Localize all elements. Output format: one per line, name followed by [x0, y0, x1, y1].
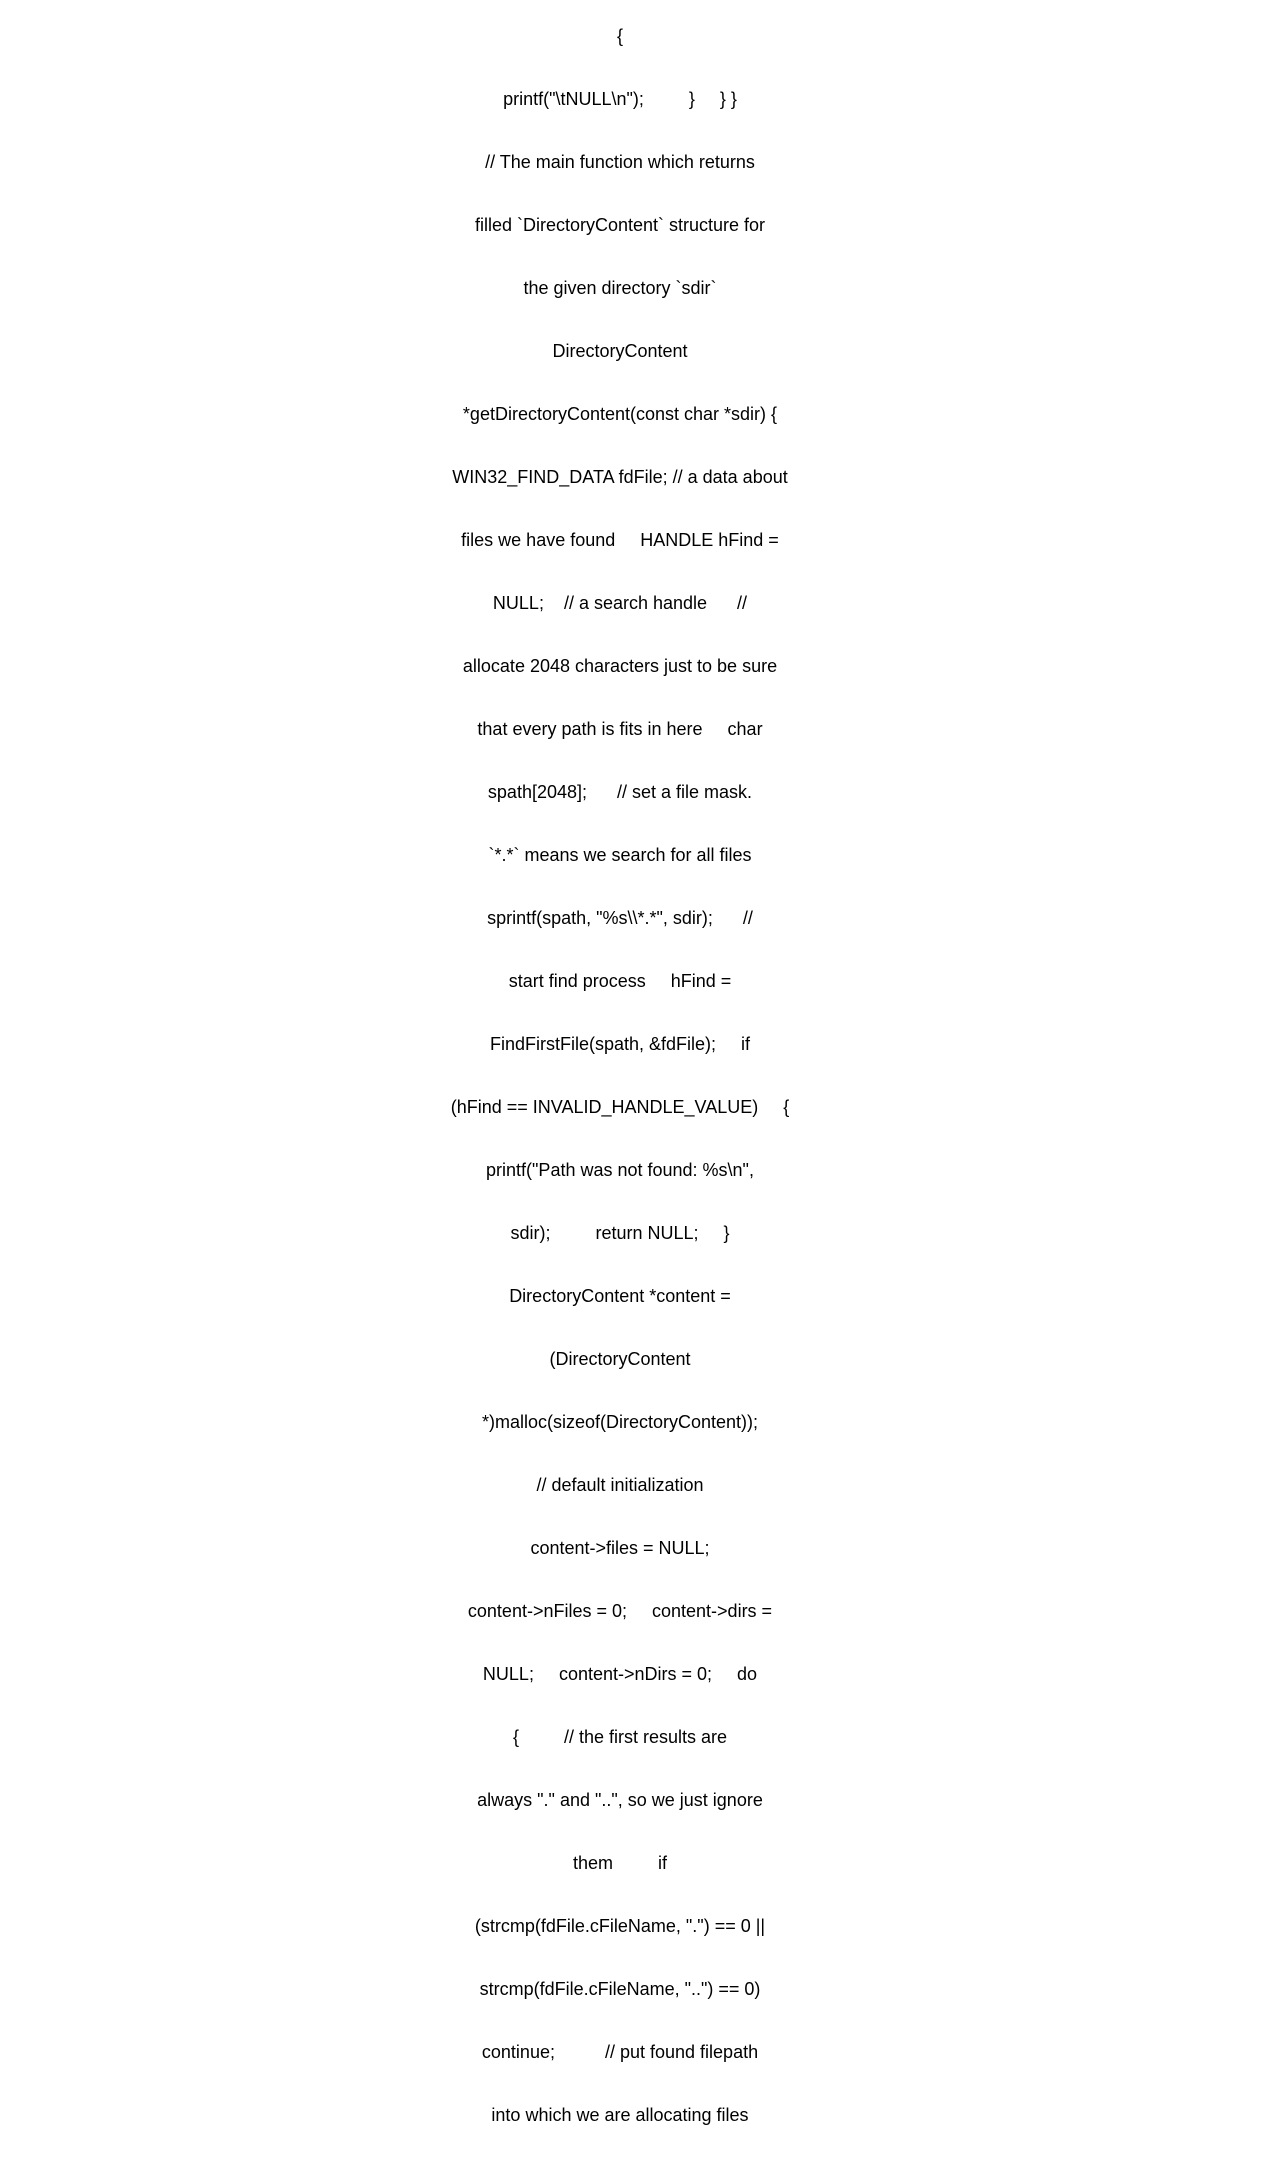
code-line: WIN32_FIND_DATA fdFile; // a data about: [452, 467, 788, 487]
code-line: start find process hFind =: [508, 971, 732, 991]
code-line: printf("Path was not found: %s\n",: [486, 1160, 754, 1180]
code-line: into which we are allocating files: [491, 2105, 749, 2125]
code-line: *getDirectoryContent(const char *sdir) {: [462, 404, 778, 424]
code-text-column: [440, 0, 800, 2168]
code-line: continue; // put found filepath: [481, 2042, 759, 2062]
code-line: content->nFiles = 0; content->dirs =: [467, 1601, 773, 1621]
code-line: (DirectoryContent: [549, 1349, 691, 1369]
code-line: always "." and "..", so we just ignore: [477, 1790, 763, 1810]
code-line: them if: [572, 1853, 668, 1873]
code-line: NULL; content->nDirs = 0; do: [482, 1664, 758, 1684]
code-line: // The main function which returns: [485, 152, 755, 172]
code-line: FindFirstFile(spath, &fdFile); if: [489, 1034, 751, 1054]
code-line: files we have found HANDLE hFind =: [461, 530, 779, 550]
code-line: *)malloc(sizeof(DirectoryContent));: [481, 1412, 759, 1432]
code-line: filled `DirectoryContent` structure for: [474, 215, 766, 235]
code-line: (hFind == INVALID_HANDLE_VALUE) {: [450, 1097, 790, 1117]
code-line: allocate 2048 characters just to be sure: [462, 656, 778, 676]
code-line: {: [616, 26, 623, 46]
code-line: DirectoryContent: [552, 341, 688, 361]
code-line: strcmp(fdFile.cFileName, "..") == 0): [479, 1979, 761, 1999]
code-line: `*.*` means we search for all files: [488, 845, 752, 865]
code-line: spath[2048]; // set a file mask.: [487, 782, 753, 802]
code-line: // default initialization: [536, 1475, 704, 1495]
code-line: DirectoryContent *content =: [509, 1286, 731, 1306]
code-line: content->files = NULL;: [530, 1538, 710, 1558]
code-line: that every path is fits in here char: [477, 719, 763, 739]
code-line: { // the first results are: [512, 1727, 728, 1747]
code-line: sdir); return NULL; }: [510, 1223, 730, 1243]
code-line: NULL; // a search handle //: [492, 593, 748, 613]
code-line: (strcmp(fdFile.cFileName, ".") == 0 ||: [474, 1916, 766, 1936]
code-line: printf("\tNULL\n"); } } }: [503, 89, 737, 109]
code-line: the given directory `sdir`: [523, 278, 717, 298]
code-line: sprintf(spath, "%s\\*.*", sdir); //: [487, 908, 753, 928]
